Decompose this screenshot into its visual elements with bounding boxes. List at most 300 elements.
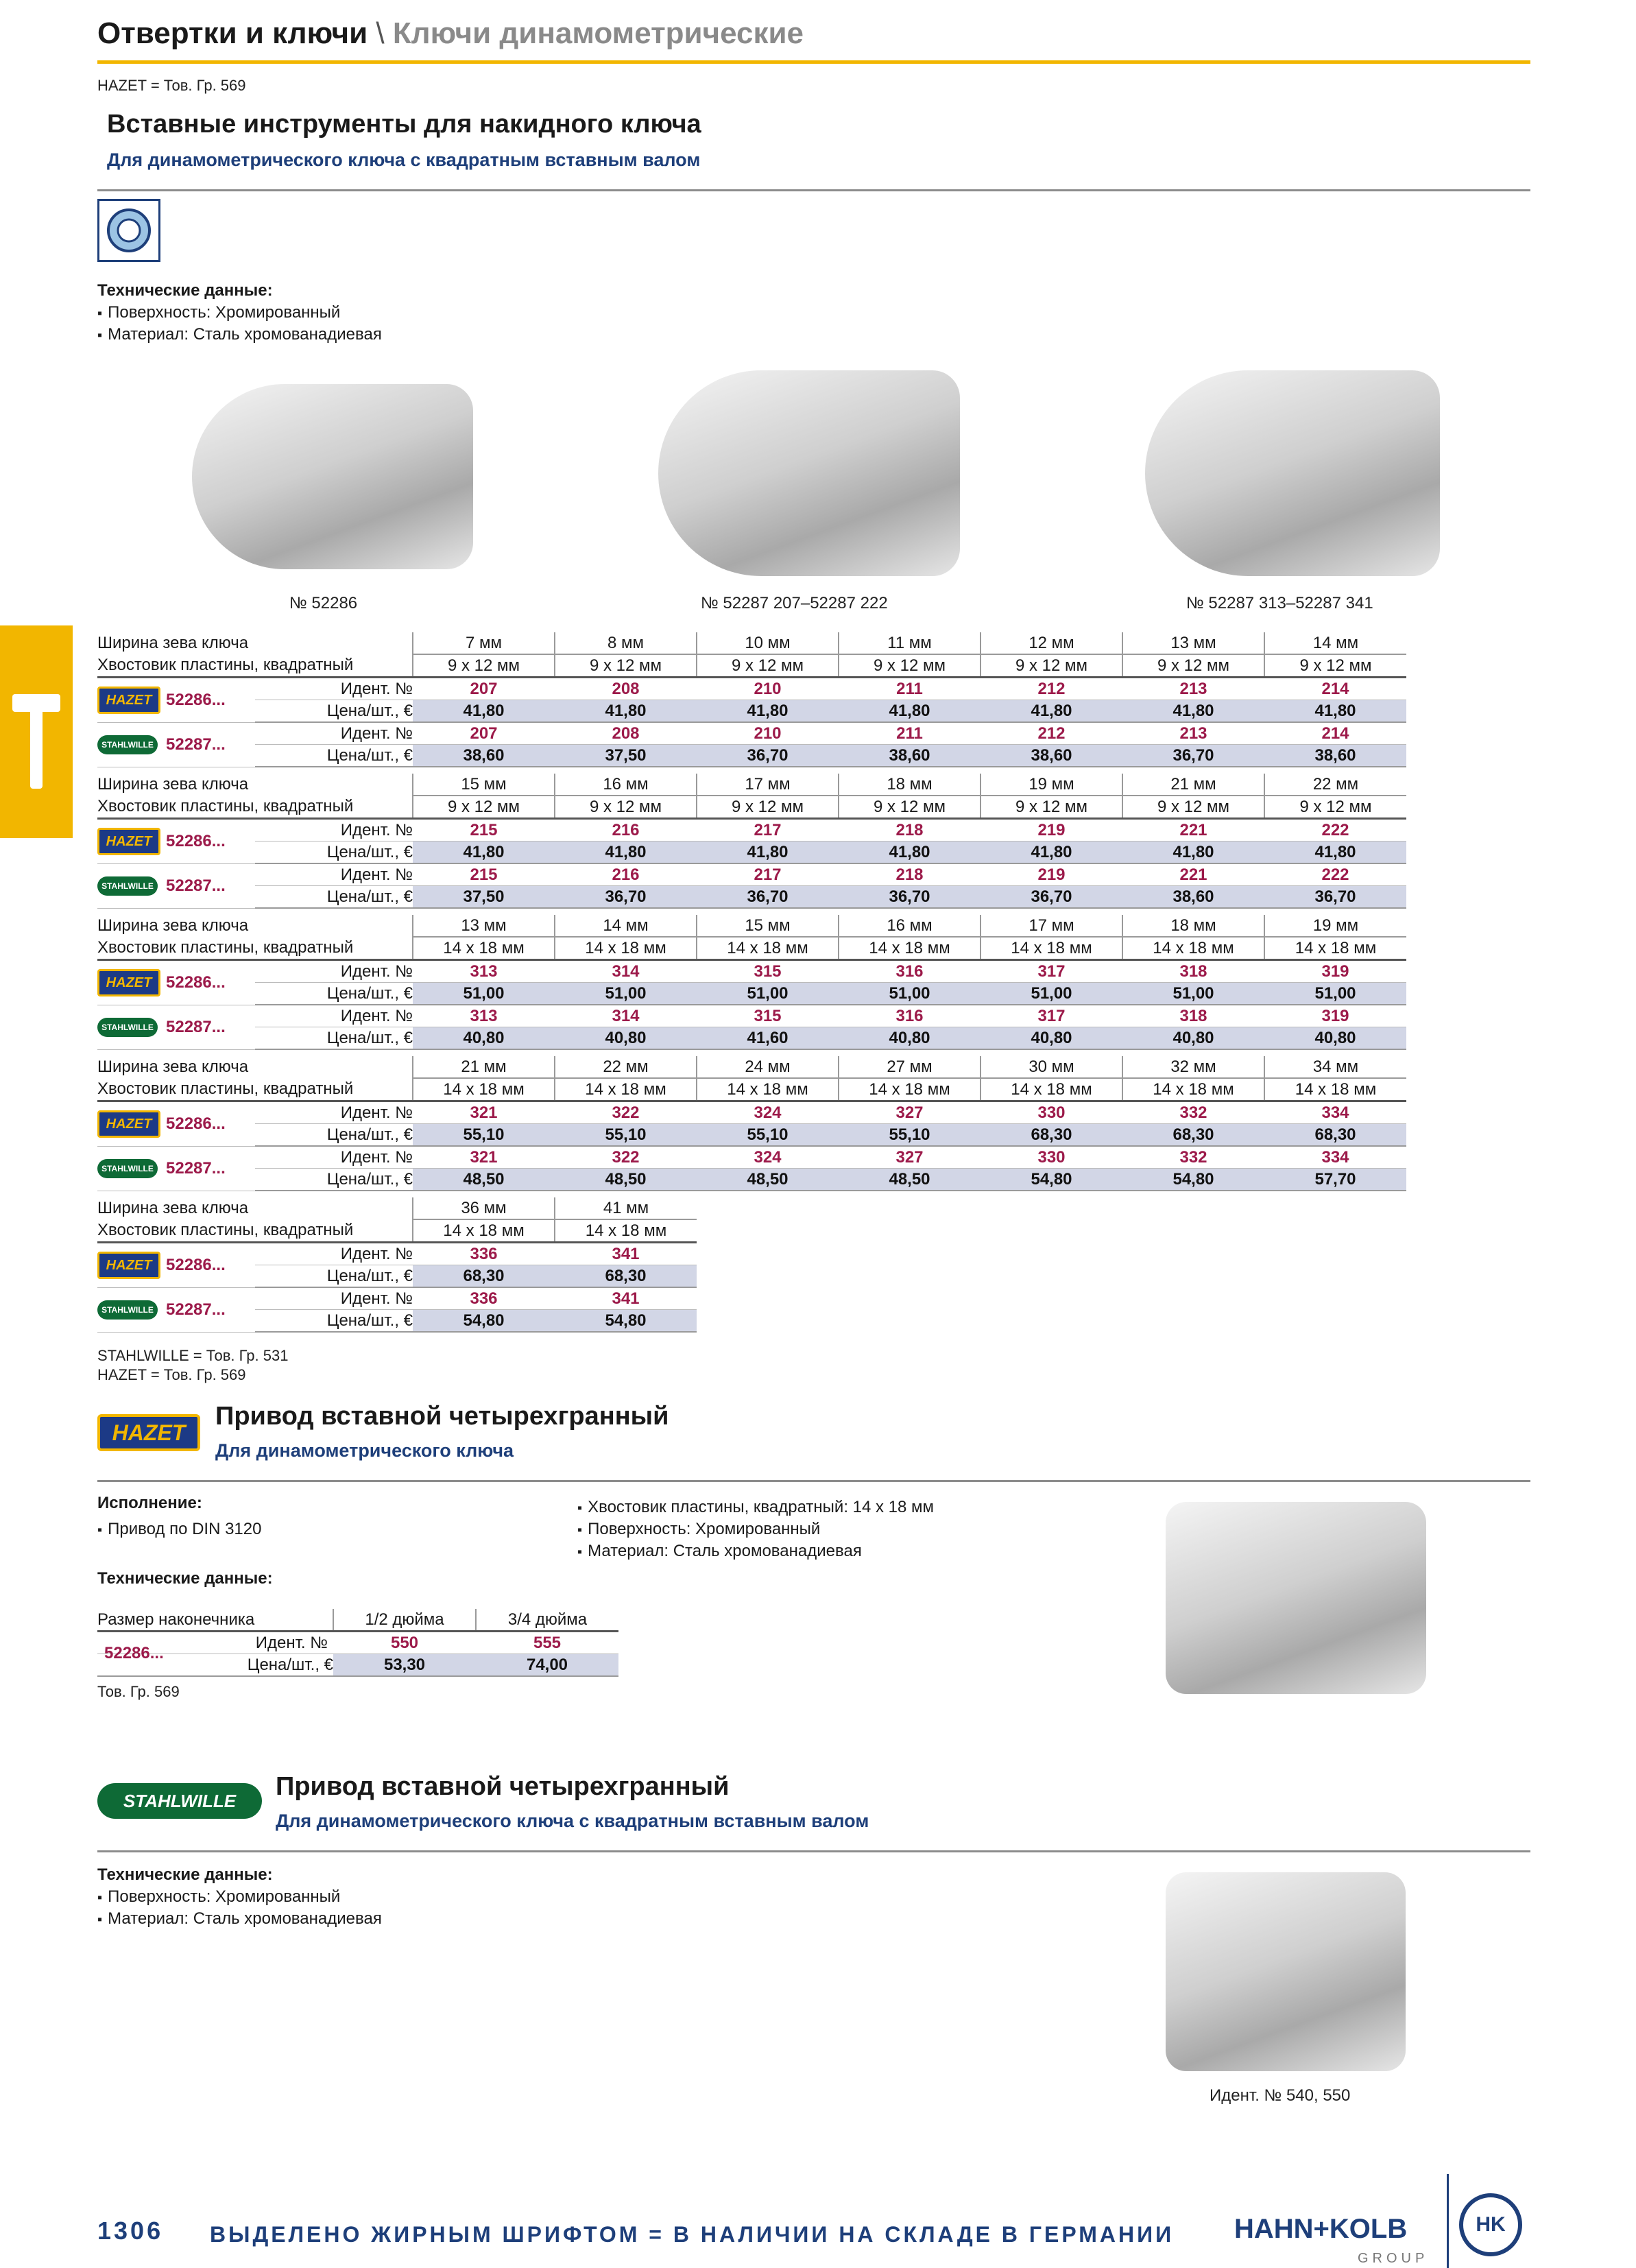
stahl-price-cell: 40,80 (1264, 1027, 1406, 1050)
article-number: 52286... (166, 678, 255, 723)
shank-cell: 9 x 12 мм (981, 796, 1122, 819)
sizes-cell: 24 мм (697, 1056, 839, 1078)
price-cell: 74,00 (476, 1654, 618, 1677)
hazet-price-cell: 51,00 (981, 983, 1122, 1005)
stahlwille-brand-cell (97, 1287, 166, 1332)
shank-cell: 9 x 12 мм (1264, 654, 1406, 678)
stahl-price-cell: 48,50 (839, 1169, 981, 1191)
stahl-price-cell: 36,70 (839, 886, 981, 909)
shank-cell: 14 x 18 мм (1122, 937, 1264, 960)
sizes-cell: 21 мм (1122, 774, 1264, 796)
header-subtitle: Ключи динамометрические (392, 16, 804, 50)
stahlwille-logo: STAHLWILLE (97, 1159, 158, 1178)
shank-cell: 14 x 18 мм (1122, 1078, 1264, 1101)
sizes-cell: 34 мм (1264, 1056, 1406, 1078)
size-label: Размер наконечника (97, 1609, 333, 1632)
stahl-id-cell: 330 (981, 1146, 1122, 1169)
sizes-cell: 8 мм (555, 632, 697, 654)
ident-label: Идент. № (255, 678, 413, 700)
stahlwille-brand-cell (97, 863, 166, 908)
sizes-cell: 13 мм (1122, 632, 1264, 654)
hazet-price-cell: 51,00 (413, 983, 555, 1005)
price-label: Цена/шт., € (255, 745, 413, 767)
shank-cell: 14 x 18 мм (697, 1078, 839, 1101)
stahl-price-cell: 40,80 (839, 1027, 981, 1050)
hazet-price-cell: 55,10 (839, 1124, 981, 1147)
price-label: Цена/шт., € (255, 700, 413, 723)
stahl-id-cell: 332 (1122, 1146, 1264, 1169)
stahlwille-brand-cell (97, 1005, 166, 1049)
hazet-price-cell: 51,00 (1264, 983, 1406, 1005)
shank-cell: 14 x 18 мм (1264, 937, 1406, 960)
hammer-icon (0, 625, 73, 838)
hazet-brand-cell (97, 819, 166, 864)
section2-exec-title: Исполнение: (97, 1494, 202, 1512)
price-label: Цена/шт., € (255, 841, 413, 864)
width-label: Ширина зева ключа (97, 916, 249, 935)
stahl-price-cell: 36,70 (1264, 886, 1406, 909)
image-caption: № 52287 207–52287 222 (701, 594, 888, 612)
shank-cell: 9 x 12 мм (1122, 654, 1264, 678)
ident-cell: 555 (476, 1632, 618, 1654)
section2-rule (97, 1480, 1530, 1482)
width-label: Ширина зева ключа (97, 634, 249, 652)
product-image-52287-313 (1145, 370, 1440, 576)
stahl-price-cell: 38,60 (1122, 886, 1264, 909)
hazet-id-cell: 322 (555, 1101, 697, 1124)
hazet-price-cell: 41,80 (1122, 841, 1264, 864)
section2-subtitle: Для динамометрического ключа (215, 1440, 514, 1461)
hazet-logo: HAZET (97, 687, 160, 714)
category-side-tab (0, 625, 73, 838)
section3-subtitle: Для динамометрического ключа с квадратным вставным валом (276, 1811, 869, 1831)
hazet-price-cell: 41,80 (1122, 700, 1264, 723)
hazet-price-cell: 41,80 (697, 700, 839, 723)
stahl-id-cell: 219 (981, 863, 1122, 886)
hazet-id-cell: 217 (697, 819, 839, 841)
price-label: Цена/шт., € (255, 1124, 413, 1147)
section3-title: Привод вставной четырехгранный (276, 1772, 730, 1801)
sizes-cell: 30 мм (981, 1056, 1122, 1078)
price-cell: 53,30 (333, 1654, 476, 1677)
ident-label: Идент. № (255, 1633, 328, 1652)
hazet-price-cell: 51,00 (839, 983, 981, 1005)
image-caption: Идент. № 540, 550 (1210, 2086, 1351, 2105)
stahl-id-cell: 216 (555, 863, 697, 886)
hazet-id-cell: 321 (413, 1101, 555, 1124)
hazet-price-cell: 68,30 (981, 1124, 1122, 1147)
shank-cell: 9 x 12 мм (839, 654, 981, 678)
stahl-price-cell: 54,80 (555, 1310, 697, 1333)
spec-table (97, 1197, 697, 1333)
stahl-price-cell: 38,60 (413, 745, 555, 767)
hazet-id-cell: 213 (1122, 678, 1264, 700)
stahl-id-cell: 317 (981, 1005, 1122, 1027)
hazet-id-cell: 317 (981, 960, 1122, 983)
hazet-logo: HAZET (97, 1110, 160, 1138)
ring-profile-icon (97, 199, 160, 262)
ident-label: Идент. № (255, 863, 413, 886)
hazet-price-cell: 41,80 (413, 700, 555, 723)
stahl-id-cell: 314 (555, 1005, 697, 1027)
hazet-price-cell: 41,80 (1264, 841, 1406, 864)
hazet-price-cell: 41,80 (839, 841, 981, 864)
width-label: Ширина зева ключа (97, 1199, 249, 1217)
hazet-logo: HAZET (97, 828, 160, 855)
hazet-price-cell: 51,00 (555, 983, 697, 1005)
hazet-id-cell: 324 (697, 1101, 839, 1124)
sizes-cell: 17 мм (981, 915, 1122, 937)
product-image-drive-stahlwille (1166, 1872, 1406, 2071)
price-label: Цена/шт., € (255, 1027, 413, 1050)
article-number: 52287... (166, 1005, 255, 1049)
hazet-price-cell: 68,30 (555, 1265, 697, 1288)
sizes-cell: 18 мм (1122, 915, 1264, 937)
stahlwille-brand-cell (97, 1146, 166, 1191)
stahl-id-cell: 208 (555, 722, 697, 745)
stahl-price-cell: 40,80 (413, 1027, 555, 1050)
stahl-price-cell: 38,60 (981, 745, 1122, 767)
product-image-drive-hazet (1166, 1502, 1426, 1694)
header-title: Отвертки и ключи (97, 16, 368, 50)
sizes-cell: 7 мм (413, 632, 555, 654)
hazet-logo: HAZET (97, 969, 160, 996)
hazet-price-cell: 55,10 (413, 1124, 555, 1147)
page-header (97, 16, 804, 51)
header-separator: \ (368, 16, 393, 50)
shank-cell: 14 x 18 мм (697, 937, 839, 960)
sizes-cell: 16 мм (555, 774, 697, 796)
price-label: Цена/шт., € (255, 1169, 413, 1191)
stahl-id-cell: 211 (839, 722, 981, 745)
sizes-cell: 14 мм (555, 915, 697, 937)
shank-cell: 9 x 12 мм (1122, 796, 1264, 819)
hazet-id-cell: 327 (839, 1101, 981, 1124)
hazet-id-cell: 222 (1264, 819, 1406, 841)
hazet-price-cell: 41,80 (413, 841, 555, 864)
article-number: 52286... (166, 819, 255, 864)
sizes-cell: 10 мм (697, 632, 839, 654)
section1-subtitle: Для динамометрического ключа с квадратным вставным валом (107, 150, 701, 170)
section1-tech-title: Технические данные: (97, 281, 273, 300)
hk-emblem: HK (1459, 2193, 1522, 2256)
sizes-cell: 27 мм (839, 1056, 981, 1078)
ident-cell: 550 (333, 1632, 476, 1654)
drive-spec-table (97, 1609, 618, 1677)
article-number: 52287... (166, 863, 255, 908)
shank-cell: 14 x 18 мм (839, 937, 981, 960)
shank-label: Хвостовик пластины, квадратный (97, 654, 413, 678)
section2-title: Привод вставной четырехгранный (215, 1402, 669, 1431)
size-cell: 3/4 дюйма (476, 1609, 618, 1632)
shank-cell: 14 x 18 мм (839, 1078, 981, 1101)
shank-cell: 14 x 18 мм (555, 1078, 697, 1101)
stahl-price-cell: 54,80 (413, 1310, 555, 1333)
row-label-cell (97, 1632, 333, 1662)
stahl-id-cell: 210 (697, 722, 839, 745)
shank-cell: 9 x 12 мм (697, 654, 839, 678)
shank-label: Хвостовик пластины, квадратный (97, 937, 413, 960)
stahl-id-cell: 327 (839, 1146, 981, 1169)
hazet-price-cell: 41,80 (1264, 700, 1406, 723)
section1-tech-item: ▪ Поверхность: Хромированный (97, 303, 340, 322)
article-number: 52286... (166, 1243, 255, 1288)
stahlwille-logo: STAHLWILLE (97, 1300, 158, 1320)
stahlwille-logo: STAHLWILLE (97, 1018, 158, 1037)
hazet-price-cell: 68,30 (413, 1265, 555, 1288)
footer-note: ВЫДЕЛЕНО ЖИРНЫМ ШРИФТОМ = В НАЛИЧИИ НА СКЛАДЕ В ГЕРМАНИИ (210, 2222, 1175, 2247)
hazet-price-cell: 51,00 (1122, 983, 1264, 1005)
ident-label: Идент. № (255, 722, 413, 745)
stahl-price-cell: 38,60 (1264, 745, 1406, 767)
shank-cell: 14 x 18 мм (555, 1219, 697, 1243)
hazet-price-cell: 41,80 (981, 841, 1122, 864)
section1-tech-item: ▪ Материал: Сталь хромованадиевая (97, 325, 382, 344)
shank-cell: 9 x 12 мм (981, 654, 1122, 678)
sizes-cell: 21 мм (413, 1056, 555, 1078)
price-label: Цена/шт., € (255, 1265, 413, 1288)
price-label: Цена/шт., € (97, 1654, 333, 1677)
image-caption: № 52287 313–52287 341 (1186, 594, 1373, 612)
sizes-cell: 17 мм (697, 774, 839, 796)
stahl-id-cell: 324 (697, 1146, 839, 1169)
shank-cell: 14 x 18 мм (1264, 1078, 1406, 1101)
stahl-price-cell: 38,60 (839, 745, 981, 767)
section3-tech-item: ▪ Материал: Сталь хромованадиевая (97, 1909, 382, 1929)
sizes-cell: 36 мм (413, 1197, 555, 1219)
hazet-id-cell: 219 (981, 819, 1122, 841)
hazet-id-cell: 315 (697, 960, 839, 983)
stahl-id-cell: 334 (1264, 1146, 1406, 1169)
shank-cell: 9 x 12 мм (1264, 796, 1406, 819)
page-number: 1306 (97, 2217, 164, 2245)
ident-label: Идент. № (255, 1146, 413, 1169)
stahl-price-cell: 36,70 (1122, 745, 1264, 767)
sizes-cell: 22 мм (555, 1056, 697, 1078)
width-label: Ширина зева ключа (97, 775, 249, 793)
hazet-id-cell: 314 (555, 960, 697, 983)
hazet-price-cell: 41,80 (697, 841, 839, 864)
section2-ref: Тов. Гр. 569 (97, 1683, 180, 1700)
hazet-logo: HAZET (97, 1252, 160, 1279)
shank-cell: 9 x 12 мм (555, 654, 697, 678)
sizes-cell: 14 мм (1264, 632, 1406, 654)
hazet-id-cell: 330 (981, 1101, 1122, 1124)
stahl-id-cell: 319 (1264, 1005, 1406, 1027)
sizes-cell: 15 мм (697, 915, 839, 937)
shank-cell: 9 x 12 мм (413, 654, 555, 678)
spec-table (97, 632, 1406, 767)
section2-feature: ▪ Поверхность: Хромированный (577, 1520, 820, 1539)
hazet-price-cell: 41,80 (555, 841, 697, 864)
hazet-price-cell: 55,10 (555, 1124, 697, 1147)
section1-ref: HAZET = Тов. Гр. 569 (97, 77, 246, 94)
spec-table (97, 774, 1406, 909)
stahl-id-cell: 341 (555, 1287, 697, 1310)
shank-label: Хвостовик пластины, квадратный (97, 1078, 413, 1101)
sizes-cell: 19 мм (1264, 915, 1406, 937)
hazet-id-cell: 218 (839, 819, 981, 841)
spec-table (97, 915, 1406, 1050)
stahl-id-cell: 336 (413, 1287, 555, 1310)
hazet-id-cell: 318 (1122, 960, 1264, 983)
hazet-id-cell: 332 (1122, 1101, 1264, 1124)
sizes-cell: 22 мм (1264, 774, 1406, 796)
stahlwille-logo: STAHLWILLE (97, 1783, 262, 1819)
size-cell: 1/2 дюйма (333, 1609, 476, 1632)
hazet-id-cell: 208 (555, 678, 697, 700)
hazet-id-cell: 211 (839, 678, 981, 700)
shank-cell: 9 x 12 мм (697, 796, 839, 819)
product-image-52287-207 (658, 370, 960, 576)
hazet-id-cell: 216 (555, 819, 697, 841)
hazet-id-cell: 334 (1264, 1101, 1406, 1124)
section3-tech-title: Технические данные: (97, 1865, 273, 1884)
stahl-price-cell: 54,80 (981, 1169, 1122, 1191)
hazet-price-cell: 51,00 (697, 983, 839, 1005)
price-label: Цена/шт., € (255, 886, 413, 909)
ident-label: Идент. № (255, 960, 413, 983)
stahl-price-cell: 40,80 (1122, 1027, 1264, 1050)
article-number: 52286... (166, 1101, 255, 1147)
width-label: Ширина зева ключа (97, 1058, 249, 1076)
ident-label: Идент. № (255, 1287, 413, 1310)
shank-cell: 14 x 18 мм (413, 1219, 555, 1243)
ident-label: Идент. № (255, 1005, 413, 1027)
hazet-price-cell: 41,80 (981, 700, 1122, 723)
stahl-price-cell: 54,80 (1122, 1169, 1264, 1191)
stahl-id-cell: 218 (839, 863, 981, 886)
hazet-id-cell: 221 (1122, 819, 1264, 841)
stahl-price-cell: 57,70 (1264, 1169, 1406, 1191)
stahl-id-cell: 321 (413, 1146, 555, 1169)
sizes-cell: 13 мм (413, 915, 555, 937)
stahl-price-cell: 48,50 (413, 1169, 555, 1191)
stahl-price-cell: 36,70 (981, 886, 1122, 909)
price-label: Цена/шт., € (255, 983, 413, 1005)
hazet-logo: HAZET (97, 1414, 200, 1451)
hazet-price-cell: 68,30 (1264, 1124, 1406, 1147)
section3-rule (97, 1850, 1530, 1852)
hazet-brand-cell (97, 678, 166, 723)
sizes-cell: 16 мм (839, 915, 981, 937)
stahl-price-cell: 37,50 (413, 886, 555, 909)
hazet-id-cell: 212 (981, 678, 1122, 700)
stahl-id-cell: 215 (413, 863, 555, 886)
hazet-price-cell: 68,30 (1122, 1124, 1264, 1147)
product-image-52286 (192, 384, 473, 569)
hazet-id-cell: 319 (1264, 960, 1406, 983)
ident-label: Идент. № (255, 1101, 413, 1124)
stahl-id-cell: 313 (413, 1005, 555, 1027)
hazet-id-cell: 313 (413, 960, 555, 983)
stahl-id-cell: 322 (555, 1146, 697, 1169)
stahl-id-cell: 315 (697, 1005, 839, 1027)
article-number: 52286... (104, 1644, 164, 1662)
shank-cell: 14 x 18 мм (413, 937, 555, 960)
sizes-cell: 18 мм (839, 774, 981, 796)
hazet-id-cell: 214 (1264, 678, 1406, 700)
shank-cell: 9 x 12 мм (839, 796, 981, 819)
stahl-price-cell: 48,50 (555, 1169, 697, 1191)
sizes-cell: 32 мм (1122, 1056, 1264, 1078)
stahl-id-cell: 207 (413, 722, 555, 745)
stahl-price-cell: 36,70 (697, 745, 839, 767)
hahn-kolb-logo: HAHN+KOLB (1234, 2214, 1408, 2244)
stahl-price-cell: 37,50 (555, 745, 697, 767)
stahl-id-cell: 316 (839, 1005, 981, 1027)
section1-title: Вставные инструменты для накидного ключа (107, 110, 701, 139)
stahl-price-cell: 36,70 (697, 886, 839, 909)
stahl-id-cell: 222 (1264, 863, 1406, 886)
stahl-id-cell: 318 (1122, 1005, 1264, 1027)
refs-stahlwille: STAHLWILLE = Тов. Гр. 531 (97, 1347, 289, 1364)
hazet-id-cell: 210 (697, 678, 839, 700)
section2-exec-item: ▪ Привод по DIN 3120 (97, 1520, 261, 1539)
stahlwille-logo: STAHLWILLE (97, 876, 158, 896)
hazet-id-cell: 207 (413, 678, 555, 700)
stahl-price-cell: 40,80 (555, 1027, 697, 1050)
hazet-brand-cell (97, 960, 166, 1005)
header-rule (97, 60, 1530, 64)
shank-label: Хвостовик пластины, квадратный (97, 1219, 413, 1243)
ident-label: Идент. № (255, 819, 413, 841)
hazet-brand-cell (97, 1243, 166, 1288)
stahl-id-cell: 214 (1264, 722, 1406, 745)
section2-feature: ▪ Хвостовик пластины, квадратный: 14 x 18 мм (577, 1498, 934, 1517)
hazet-id-cell: 341 (555, 1243, 697, 1265)
stahl-id-cell: 212 (981, 722, 1122, 745)
price-label: Цена/шт., € (255, 1310, 413, 1333)
shank-cell: 14 x 18 мм (981, 937, 1122, 960)
hazet-id-cell: 316 (839, 960, 981, 983)
image-caption: № 52286 (289, 594, 358, 612)
shank-cell: 9 x 12 мм (413, 796, 555, 819)
spec-table (97, 1056, 1406, 1191)
ident-label: Идент. № (255, 1243, 413, 1265)
article-number: 52286... (166, 960, 255, 1005)
stahl-id-cell: 221 (1122, 863, 1264, 886)
shank-cell: 14 x 18 мм (555, 937, 697, 960)
section3-tech-item: ▪ Поверхность: Хромированный (97, 1887, 340, 1907)
shank-label: Хвостовик пластины, квадратный (97, 796, 413, 819)
section2-feature: ▪ Материал: Сталь хромованадиевая (577, 1542, 862, 1561)
hazet-price-cell: 55,10 (697, 1124, 839, 1147)
hazet-id-cell: 215 (413, 819, 555, 841)
sizes-cell: 11 мм (839, 632, 981, 654)
section2-tech-title: Технические данные: (97, 1569, 273, 1588)
sizes-cell: 15 мм (413, 774, 555, 796)
stahl-id-cell: 213 (1122, 722, 1264, 745)
article-number: 52287... (166, 1146, 255, 1191)
group-label: GROUP (1358, 2251, 1429, 2266)
section1-rule (97, 189, 1530, 191)
hazet-id-cell: 336 (413, 1243, 555, 1265)
stahl-price-cell: 48,50 (697, 1169, 839, 1191)
stahl-id-cell: 217 (697, 863, 839, 886)
stahlwille-logo: STAHLWILLE (97, 735, 158, 754)
hazet-price-cell: 41,80 (839, 700, 981, 723)
shank-cell: 9 x 12 мм (555, 796, 697, 819)
shank-cell: 14 x 18 мм (981, 1078, 1122, 1101)
stahl-price-cell: 40,80 (981, 1027, 1122, 1050)
hazet-brand-cell (97, 1101, 166, 1147)
footer-divider (1447, 2174, 1449, 2268)
article-number: 52287... (166, 722, 255, 767)
refs-hazet: HAZET = Тов. Гр. 569 (97, 1366, 246, 1383)
sizes-cell: 19 мм (981, 774, 1122, 796)
article-number: 52287... (166, 1287, 255, 1332)
